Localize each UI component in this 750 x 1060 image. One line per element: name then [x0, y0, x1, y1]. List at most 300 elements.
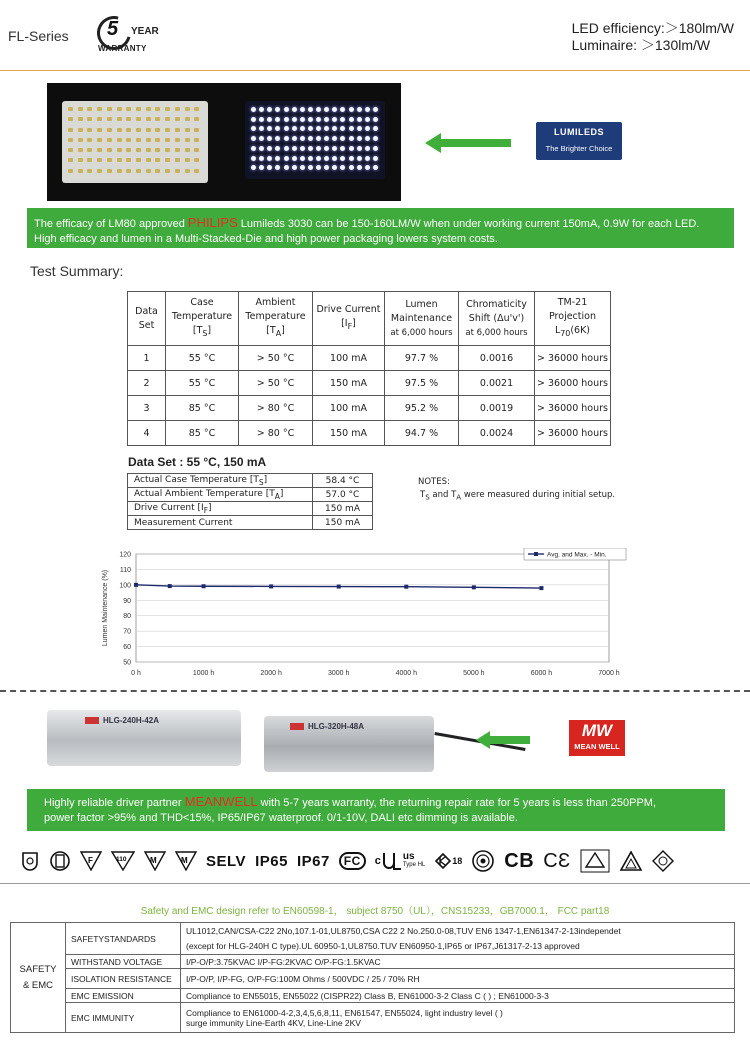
k-mark-icon — [434, 852, 452, 870]
x-tick-label: 7000 h — [598, 670, 620, 677]
led-dot-lit — [275, 126, 280, 131]
led-dot-lit — [316, 126, 321, 131]
led-dot-lit — [300, 156, 305, 161]
ul-logo-icon — [381, 851, 403, 871]
safety-note: Safety and EMC design refer to EN60598-1， subject 8750（UL），CNS15233，GB7000.1， FCC part18 — [140, 906, 610, 917]
cert-divider — [0, 883, 750, 884]
led-dot-lit — [284, 156, 289, 161]
k-mark — [434, 852, 462, 870]
led-dot-lit — [259, 136, 264, 141]
table-row — [11, 1003, 735, 1033]
led-dot-lit — [284, 165, 289, 170]
section-divider — [0, 690, 750, 692]
class2-insulation-icon — [49, 850, 71, 872]
led-dot — [97, 107, 102, 111]
led-dot — [175, 138, 180, 142]
led-dot-lit — [259, 107, 264, 112]
col-tm21: TM-21 Projection $L_{70}(6K)$ — [535, 292, 611, 346]
k-mark-number: 18 — [452, 856, 463, 866]
led-dot — [126, 148, 131, 152]
data-point — [269, 584, 273, 588]
table-cell: > 80 °C — [239, 421, 313, 446]
led-dot — [126, 158, 131, 162]
table-cell: 0.0019 — [459, 396, 535, 421]
led-dot — [155, 117, 160, 121]
y-tick-label: 100 — [119, 582, 131, 590]
mm-mark-text: M — [181, 856, 188, 865]
led-dot — [165, 128, 170, 132]
led-dot — [68, 148, 73, 152]
led-dot-lit — [357, 117, 362, 122]
ul-us-text: us — [402, 851, 415, 862]
led-dot — [136, 158, 141, 162]
led-dot — [165, 148, 170, 152]
col-lumen-maintenance: Lumen Maintenance at 6,000 hours — [385, 292, 459, 346]
110-mark-text: 110 — [116, 856, 127, 863]
led-dot — [136, 148, 141, 152]
selv-mark: SELV — [206, 852, 247, 870]
table-cell: ISOLATION RESISTANCE — [66, 969, 181, 989]
y-tick-label: 80 — [123, 613, 131, 621]
led-dot — [107, 117, 112, 121]
led-dot — [155, 158, 160, 162]
led-dot — [117, 117, 122, 121]
led-dot-lit — [340, 107, 345, 112]
x-tick-label: 4000 h — [395, 670, 417, 677]
led-dot-lit — [292, 107, 297, 112]
table-cell: SAFETYSTANDARDS — [66, 923, 181, 955]
led-dot — [97, 169, 102, 173]
led-dot — [185, 138, 190, 142]
table-cell: 85 °C — [166, 396, 239, 421]
lumileds-banner — [27, 208, 734, 248]
led-dot — [68, 107, 73, 111]
table-cell: 150 mA — [313, 516, 373, 530]
led-dot — [117, 158, 122, 162]
led-dot-lit — [251, 156, 256, 161]
led-dot-lit — [292, 156, 297, 161]
led-dot-lit — [340, 156, 345, 161]
table-cell: > 36000 hours — [535, 396, 611, 421]
led-dot-lit — [340, 136, 345, 141]
col-chromaticity: Chromaticity Shift (Δu'v') at 6,000 hours — [459, 292, 535, 346]
led-dot-lit — [332, 146, 337, 151]
led-dot — [165, 138, 170, 142]
driver2-model: HLG-320H-48A — [308, 722, 365, 731]
led-dot — [194, 138, 199, 142]
table-cell: > 36000 hours — [535, 346, 611, 371]
led-dot — [146, 158, 151, 162]
led-dot-lit — [259, 117, 264, 122]
led-dot-lit — [357, 126, 362, 131]
table-cell: 2 — [128, 371, 166, 396]
led-dot-lit — [267, 165, 272, 170]
table-cell: EMC IMMUNITY — [66, 1003, 181, 1033]
efficiency-block — [572, 20, 734, 54]
led-dot — [185, 148, 190, 152]
table-cell: > 50 °C — [239, 371, 313, 396]
led-dot — [68, 117, 73, 121]
led-efficiency: LED efficiency:＞180lm/W — [571, 20, 734, 36]
led-dot-lit — [340, 165, 345, 170]
table-cell: 3 — [128, 396, 166, 421]
col-ambient-temperature: Ambient Temperature $[T_A]$ — [239, 292, 313, 346]
led-dot-lit — [324, 156, 329, 161]
certification-row — [20, 846, 740, 876]
led-dot-lit — [259, 126, 264, 131]
table-cell: 0.0024 — [459, 421, 535, 446]
led-dot — [107, 169, 112, 173]
led-dot — [175, 148, 180, 152]
led-dot — [78, 138, 83, 142]
meanwell-brand: MEANWELL — [184, 794, 258, 809]
warranty-badge — [97, 14, 159, 54]
led-dot-lit — [316, 165, 321, 170]
warning-triangle-icon — [619, 850, 643, 872]
led-dot — [136, 169, 141, 173]
led-dot — [97, 138, 102, 142]
led-dot-lit — [365, 136, 370, 141]
table-cell: 150 mA — [313, 502, 373, 516]
led-dot — [146, 138, 151, 142]
led-dot — [146, 128, 151, 132]
led-dot — [194, 169, 199, 173]
led-dot — [78, 107, 83, 111]
led-dot-lit — [284, 107, 289, 112]
table-cell: Actual Ambient Temperature $[T_A]$ — [128, 488, 313, 502]
table-cell: Compliance to EN55015, EN55022 (CISPR22) Class B, EN61000-3-2 Class C ( ) ; EN61000-3-3 — [181, 989, 735, 1003]
led-dot-lit — [340, 126, 345, 131]
led-dot — [87, 107, 92, 111]
led-dot-lit — [349, 146, 354, 151]
led-dot-lit — [292, 136, 297, 141]
led-dot-lit — [284, 146, 289, 151]
ce-mark: CƐ — [543, 849, 571, 872]
driver-image-hlg-320h — [264, 716, 434, 772]
warranty-year: YEAR — [131, 26, 159, 37]
led-dot-lit — [267, 156, 272, 161]
table-cell: 97.5 % — [385, 371, 459, 396]
table-row — [11, 969, 735, 989]
data-point — [472, 585, 476, 589]
y-tick-label: 120 — [119, 551, 131, 559]
led-dot — [136, 107, 141, 111]
table-cell: 0.0021 — [459, 371, 535, 396]
test-summary-table — [127, 291, 611, 446]
ul-c-text: c — [374, 855, 381, 867]
led-dot-lit — [308, 107, 313, 112]
led-dot — [68, 128, 73, 132]
table-cell: Compliance to EN61000-4-2,3,4,5,6,8,11, EN61547, EN55024, light industry level ( ) surge immunity Line-Earth 4KV, Line-Line 2KV — [181, 1003, 735, 1033]
lumileds-brand: LUMILEDS — [554, 127, 604, 137]
led-dot-lit — [284, 117, 289, 122]
table-cell: 0.0016 — [459, 346, 535, 371]
110-mark-icon — [111, 851, 135, 871]
led-dot — [185, 158, 190, 162]
led-dot-lit — [349, 165, 354, 170]
led-dot-lit — [332, 126, 337, 131]
mm-mark-icon — [175, 851, 197, 871]
led-dot-lit — [275, 156, 280, 161]
led-dot-lit — [259, 156, 264, 161]
ip67-mark: IP67 — [296, 852, 330, 870]
led-dot-lit — [365, 146, 370, 151]
table-cell: 150 mA — [313, 421, 385, 446]
notes-text: $T_S$ and $T_A$ were measured during initial setup. — [420, 490, 616, 502]
led-dot-lit — [332, 117, 337, 122]
table-cell: 97.7 % — [385, 346, 459, 371]
led-dot-lit — [284, 136, 289, 141]
table-cell: 4 — [128, 421, 166, 446]
led-dot — [97, 117, 102, 121]
legend-label: Avg. and Max. - Min. — [547, 551, 607, 559]
led-dot — [194, 107, 199, 111]
banner2-line2: power factor >95% and THD<15%, IP65/IP67 waterproof. 0/1-10V, DALI etc dimming is available. — [44, 812, 518, 824]
ccc-mark-icon — [471, 850, 495, 872]
led-dot-lit — [316, 117, 321, 122]
led-dot-lit — [324, 165, 329, 170]
y-tick-label: 110 — [119, 566, 131, 574]
led-dot — [68, 169, 73, 173]
f-mark-icon — [80, 851, 102, 871]
led-dot — [107, 107, 112, 111]
led-dot-lit — [259, 165, 264, 170]
left-arrow-icon — [476, 731, 530, 749]
led-dot-lit — [275, 117, 280, 122]
x-tick-label: 1000 h — [192, 670, 215, 677]
ul-type-text: Type HL — [402, 862, 426, 868]
led-dot-lit — [308, 136, 313, 141]
table-cell: I/P-O/P, I/P-FG, O/P-FG:100M Ohms / 500VDC / 25 / 70% RH — [181, 969, 735, 989]
led-dot-lit — [332, 156, 337, 161]
table-cell: 85 °C — [166, 421, 239, 446]
x-tick-label: 3000 h — [328, 670, 350, 677]
led-dot — [117, 148, 122, 152]
table-cell: > 50 °C — [239, 346, 313, 371]
led-dot — [117, 107, 122, 111]
fcc-mark: FC — [339, 852, 366, 870]
meanwell-mw: MW — [581, 721, 613, 740]
led-dot-lit — [275, 165, 280, 170]
led-dot-lit — [316, 136, 321, 141]
legend-marker — [534, 552, 538, 556]
table-row — [128, 488, 373, 502]
led-dot-lit — [324, 117, 329, 122]
led-dot-lit — [324, 146, 329, 151]
led-dot-lit — [267, 146, 272, 151]
table-row — [128, 421, 611, 446]
led-dot — [126, 138, 131, 142]
led-dot — [107, 128, 112, 132]
table-row — [128, 396, 611, 421]
led-dot-lit — [324, 126, 329, 131]
led-dot-lit — [316, 107, 321, 112]
led-dot-lit — [316, 146, 321, 151]
led-dot — [175, 128, 180, 132]
led-dot-lit — [365, 156, 370, 161]
led-dot-lit — [365, 165, 370, 170]
led-dot-lit — [292, 117, 297, 122]
led-dot — [136, 117, 141, 121]
led-dot-lit — [284, 126, 289, 131]
led-dot-lit — [332, 165, 337, 170]
led-dot — [126, 128, 131, 132]
led-dot-lit — [365, 107, 370, 112]
led-dot — [175, 117, 180, 121]
y-tick-label: 50 — [123, 659, 131, 667]
led-dot — [87, 148, 92, 152]
banner1-line2: High efficacy and lumen in a Multi-Stacked-Die and high power packaging lowers system costs. — [34, 233, 498, 245]
table-cell: 1 — [128, 346, 166, 371]
meanwell-banner — [27, 789, 725, 831]
table-cell: 150 mA — [313, 371, 385, 396]
led-dot — [97, 158, 102, 162]
data-point — [404, 585, 408, 589]
gs-mark-icon — [580, 849, 610, 873]
led-dot-lit — [349, 107, 354, 112]
led-dot — [175, 169, 180, 173]
led-dot-lit — [300, 117, 305, 122]
m-mark-text: M — [150, 856, 157, 865]
left-arrow-icon — [425, 133, 511, 153]
lumileds-logo — [536, 122, 622, 160]
led-dot — [78, 169, 83, 173]
table-cell: 100 mA — [313, 396, 385, 421]
led-dot — [185, 117, 190, 121]
table-cell: > 36000 hours — [535, 371, 611, 396]
led-dot — [155, 148, 160, 152]
led-dot-lit — [316, 156, 321, 161]
led-dot — [117, 128, 122, 132]
table-cell: I/P-O/P:3.75KVAC I/P-FG:2KVAC O/P-FG:1.5KVAC — [181, 955, 735, 969]
y-axis-label: Lumen Maintenance (%) — [102, 569, 109, 647]
table-cell: WITHSTAND VOLTAGE — [66, 955, 181, 969]
safety-emc-group: SAFETY & EMC — [11, 923, 66, 1033]
led-dot-lit — [308, 156, 313, 161]
led-dot — [175, 158, 180, 162]
table-row — [128, 346, 611, 371]
led-dot-lit — [251, 165, 256, 170]
led-dot — [136, 138, 141, 142]
table-cell: 58.4 °C — [313, 474, 373, 488]
led-dot-lit — [373, 146, 378, 151]
data-point — [539, 586, 543, 590]
led-dot-lit — [275, 146, 280, 151]
table-row — [11, 923, 735, 939]
led-dot — [68, 138, 73, 142]
led-dot — [185, 128, 190, 132]
led-dot-lit — [357, 165, 362, 170]
led-dot — [155, 128, 160, 132]
led-dot-lit — [275, 136, 280, 141]
meanwell-label: MEAN WELL — [569, 742, 625, 751]
ip65-mark: IP65 — [255, 852, 288, 870]
led-dot-lit — [308, 165, 313, 170]
led-dot-lit — [332, 136, 337, 141]
led-dot-lit — [267, 126, 272, 131]
led-dot — [117, 138, 122, 142]
f-mark-text: F — [88, 856, 93, 865]
led-dot — [117, 169, 122, 173]
m-mark-icon — [144, 851, 166, 871]
table-cell: EMC EMISSION — [66, 989, 181, 1003]
led-dot — [146, 169, 151, 173]
philips-brand: PHILIPS — [187, 215, 238, 230]
banner1-pre: The efficacy of LM80 approved — [34, 218, 188, 230]
driver1-model: HLG-240H-42A — [103, 716, 160, 725]
data-point — [134, 583, 138, 587]
led-dot-lit — [365, 117, 370, 122]
x-tick-label: 0 h — [131, 670, 141, 677]
led-board-off-image — [62, 101, 208, 183]
table-row — [11, 989, 735, 1003]
warranty-label: WARRANTY — [98, 44, 147, 53]
led-dot — [194, 148, 199, 152]
led-dot — [78, 158, 83, 162]
led-dot-lit — [251, 107, 256, 112]
table-header-row — [128, 292, 611, 346]
led-dot — [78, 148, 83, 152]
led-dot-lit — [251, 146, 256, 151]
led-dot — [87, 117, 92, 121]
led-dot-lit — [292, 126, 297, 131]
led-dot — [87, 158, 92, 162]
table-cell: 57.0 °C — [313, 488, 373, 502]
led-dot-lit — [251, 117, 256, 122]
led-dot-lit — [373, 165, 378, 170]
meanwell-chip-icon — [290, 723, 304, 730]
led-dot-lit — [357, 107, 362, 112]
table-row — [11, 955, 735, 969]
led-dot — [165, 158, 170, 162]
led-dot — [185, 169, 190, 173]
led-dot-lit — [349, 156, 354, 161]
led-dot — [155, 107, 160, 111]
led-dot-lit — [340, 117, 345, 122]
safety-emc-table — [10, 922, 735, 1033]
led-dot-lit — [340, 146, 345, 151]
table-cell: 100 mA — [313, 346, 385, 371]
led-dot-lit — [357, 156, 362, 161]
led-dot-lit — [373, 117, 378, 122]
table-row — [128, 502, 373, 516]
led-dot-lit — [300, 107, 305, 112]
plot-area — [136, 551, 609, 662]
table-cell: (except for HLG-240H C type).UL 60950-1,UL8750.TUV EN60950-1,IP65 or IP67,J61317-2-13 approved — [181, 939, 735, 955]
led-dot — [146, 117, 151, 121]
table-row — [128, 516, 373, 530]
led-dot-lit — [357, 146, 362, 151]
led-dot-lit — [349, 136, 354, 141]
table-cell: 94.7 % — [385, 421, 459, 446]
led-dot — [87, 128, 92, 132]
led-dot — [78, 117, 83, 121]
luminaire-efficiency: Luminaire: ＞130lm/W — [571, 37, 711, 53]
led-dot-lit — [267, 117, 272, 122]
y-tick-label: 70 — [123, 628, 131, 636]
led-dot — [107, 148, 112, 152]
led-dot-lit — [300, 126, 305, 131]
led-dot-lit — [292, 165, 297, 170]
data-set-table — [127, 473, 373, 530]
meanwell-logo — [569, 720, 625, 756]
led-dot — [155, 169, 160, 173]
data-set-title: Data Set : 55 °C, 150 mA — [128, 455, 267, 469]
ta-mark-icon — [652, 850, 674, 872]
led-dot-lit — [308, 126, 313, 131]
led-dot — [97, 128, 102, 132]
col-drive-current: Drive Current $[I_F]$ — [313, 292, 385, 346]
